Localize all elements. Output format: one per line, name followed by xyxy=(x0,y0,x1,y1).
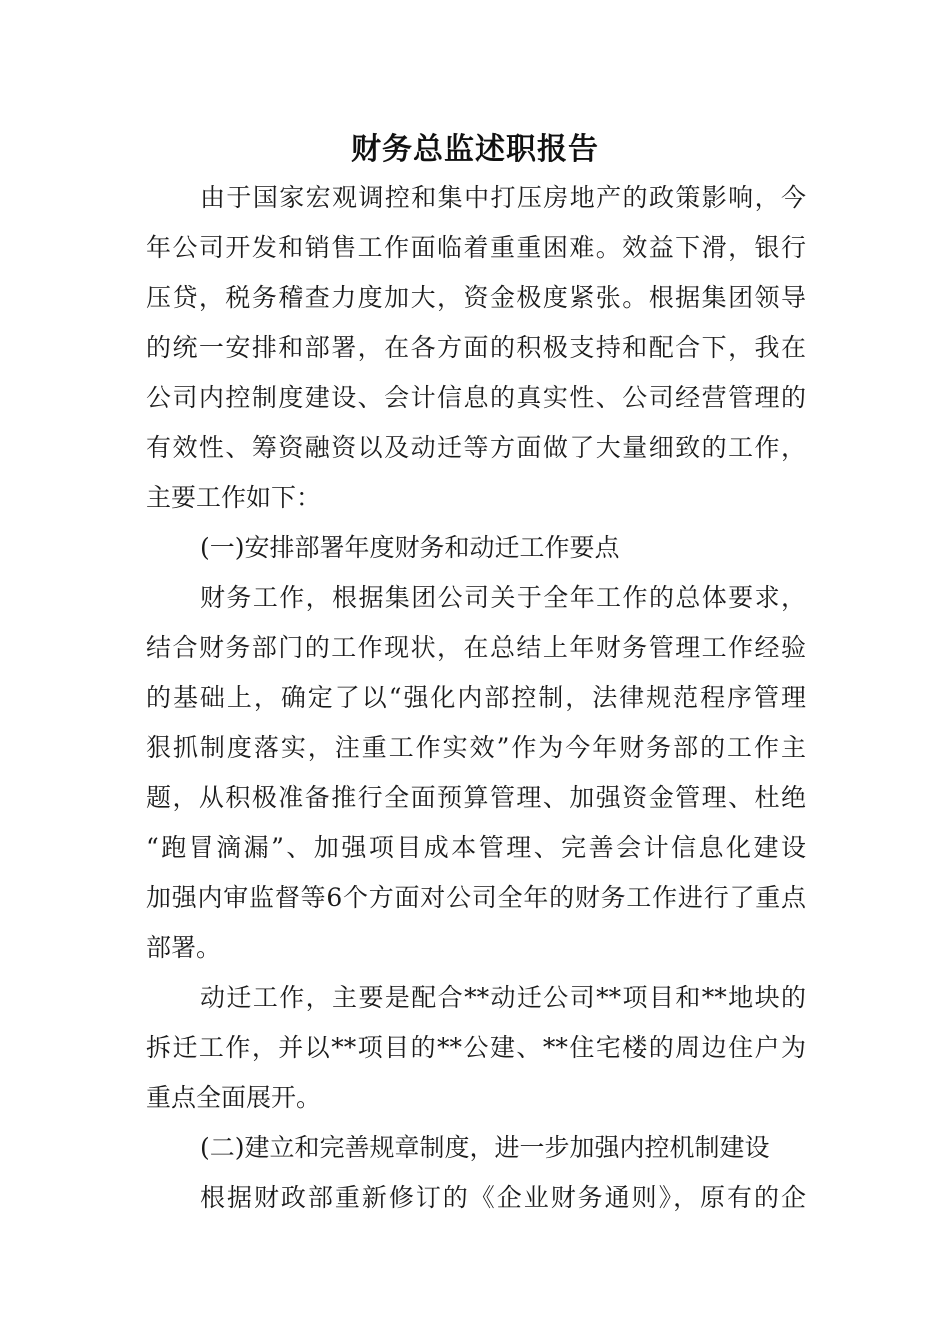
section-heading: (二)建立和完善规章制度，进一步加强内控机制建设 xyxy=(200,1133,770,1162)
paragraph-line: 题，从积极准备推行全面预算管理、加强资金管理、杜绝 xyxy=(146,783,806,812)
section-heading: (一)安排部署年度财务和动迁工作要点 xyxy=(200,533,620,562)
paragraph-line: 根据财政部重新修订的《企业财务通则》，原有的企 xyxy=(200,1183,806,1212)
paragraph-line: 结合财务部门的工作现状，在总结上年财务管理工作经验 xyxy=(146,633,806,662)
paragraph-line: 有效性、筹资融资以及动迁等方面做了大量细致的工作， xyxy=(146,433,806,462)
paragraph-line: 财务工作，根据集团公司关于全年工作的总体要求， xyxy=(200,583,806,612)
paragraph-line: 压贷，税务稽查力度加大，资金极度紧张。根据集团领导 xyxy=(146,283,806,312)
paragraph-line: 年公司开发和销售工作面临着重重困难。效益下滑，银行 xyxy=(146,233,806,262)
paragraph-line: 部署。 xyxy=(146,933,222,962)
paragraph-line: 由于国家宏观调控和集中打压房地产的政策影响，今 xyxy=(200,183,806,212)
paragraph-line: 加强内审监督等6个方面对公司全年的财务工作进行了重点 xyxy=(146,883,806,912)
paragraph-line: 重点全面展开。 xyxy=(146,1083,322,1112)
paragraph-line: 公司内控制度建设、会计信息的真实性、公司经营管理的 xyxy=(146,383,806,412)
document-title: 财务总监述职报告 xyxy=(351,132,599,167)
paragraph-line: 主要工作如下： xyxy=(146,483,322,512)
paragraph-line: 的统一安排和部署，在各方面的积极支持和配合下，我在 xyxy=(146,333,806,362)
paragraph-line: 的基础上，确定了以“强化内部控制，法律规范程序管理 xyxy=(146,683,806,712)
paragraph-line: 动迁工作，主要是配合**动迁公司**项目和**地块的 xyxy=(200,983,806,1012)
paragraph-line: 狠抓制度落实，注重工作实效”作为今年财务部的工作主 xyxy=(146,733,806,762)
paragraph-line: “跑冒滴漏”、加强项目成本管理、完善会计信息化建设 xyxy=(146,833,806,862)
paragraph-line: 拆迁工作，并以**项目的**公建、**住宅楼的周边住户为 xyxy=(146,1033,806,1062)
